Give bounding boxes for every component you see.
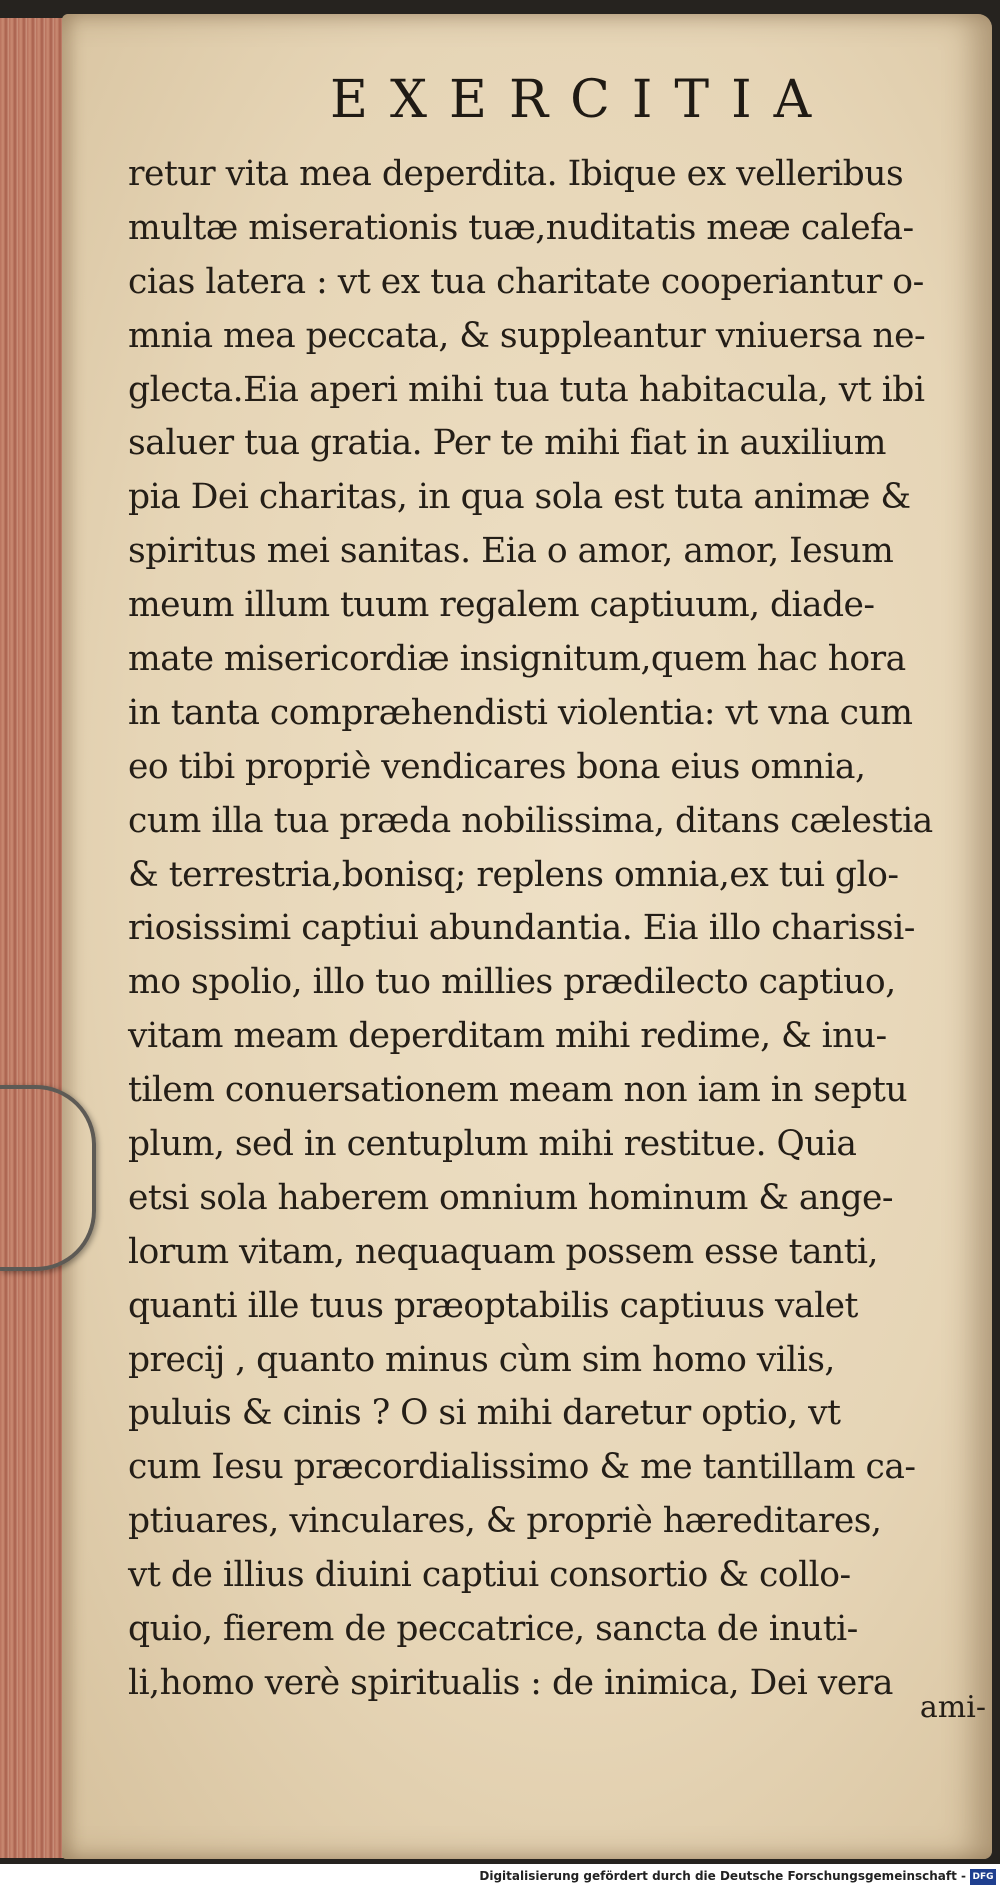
catchword: ami- [919, 1690, 986, 1725]
text-line: li,homo verè spiritualis : de inimica, Dei vera [128, 1662, 893, 1703]
text-line: puluis & cinis ? O si mihi daretur optio, vt [128, 1393, 841, 1434]
text-line: ptiuares, vinculares, & propriè hæreditares, [128, 1501, 882, 1542]
text-line: mo spolio, illo tuo millies prædilecto captiuo, [128, 962, 896, 1003]
text-line: eo tibi propriè vendicares bona eius omnia, [128, 746, 866, 787]
body-text [128, 148, 990, 1711]
text-line: meum illum tuum regalem captiuum, diade- [128, 585, 875, 626]
text-line: glecta.Eia aperi mihi tua tuta habitacula, vt ibi [128, 369, 925, 410]
text-line: riosissimi captiui abundantia. Eia illo charissi- [128, 908, 915, 949]
funding-credit: Digitalisierung gefördert durch die Deutsche Forschungsgemeinschaft - [479, 1869, 966, 1883]
text-line: multæ miserationis tuæ,nuditatis meæ calefa- [128, 207, 914, 248]
dfg-logo: DFG [970, 1869, 996, 1885]
text-line: saluer tua gratia. Per te mihi fiat in auxilium [128, 423, 887, 464]
text-line: lorum vitam, nequaquam possem esse tanti, [128, 1231, 878, 1272]
text-line: quio, fierem de peccatrice, sancta de inuti- [128, 1609, 858, 1650]
text-line: spiritus mei sanitas. Eia o amor, amor, Iesum [128, 531, 894, 572]
text-line: vitam meam deperditam mihi redime, & inu- [128, 1016, 887, 1057]
text-line: quanti ille tuus præoptabilis captiuus valet [128, 1285, 858, 1326]
text-line: retur vita mea deperdita. Ibique ex velleribus [128, 154, 904, 194]
text-line: tilem conuersationem meam non iam in septu [128, 1070, 908, 1111]
text-line: & terrestria,bonisq; replens omnia,ex tui glo- [128, 854, 899, 895]
text-line: cum illa tua præda nobilissima, ditans cælestia [128, 800, 933, 841]
running-head: EXERCITIA [330, 70, 834, 130]
book-clip [0, 1085, 96, 1271]
text-line: vt de illius diuini captiui consortio & collo- [128, 1555, 851, 1596]
text-line: pia Dei charitas, in qua sola est tuta animæ & [128, 477, 911, 518]
text-line: in tanta comprӕhendisti violentia: vt vna cum [128, 692, 913, 733]
text-line: plum, sed in centuplum mihi restitue. Quia [128, 1124, 857, 1165]
text-line: cias latera : vt ex tua charitate cooperiantur o- [128, 261, 924, 302]
text-line: precij , quanto minus cùm sim homo vilis, [128, 1339, 835, 1380]
text-line: mnia mea peccata, & suppleantur vniuersa ne- [128, 315, 926, 356]
text-line: mate misericordiæ insignitum,quem hac hora [128, 639, 906, 680]
text-line: etsi sola haberem omnium hominum & ange- [128, 1177, 894, 1218]
digitization-footer [0, 1864, 1000, 1893]
text-line: cum Iesu præcordialissimo & me tantillam ca- [128, 1447, 916, 1488]
